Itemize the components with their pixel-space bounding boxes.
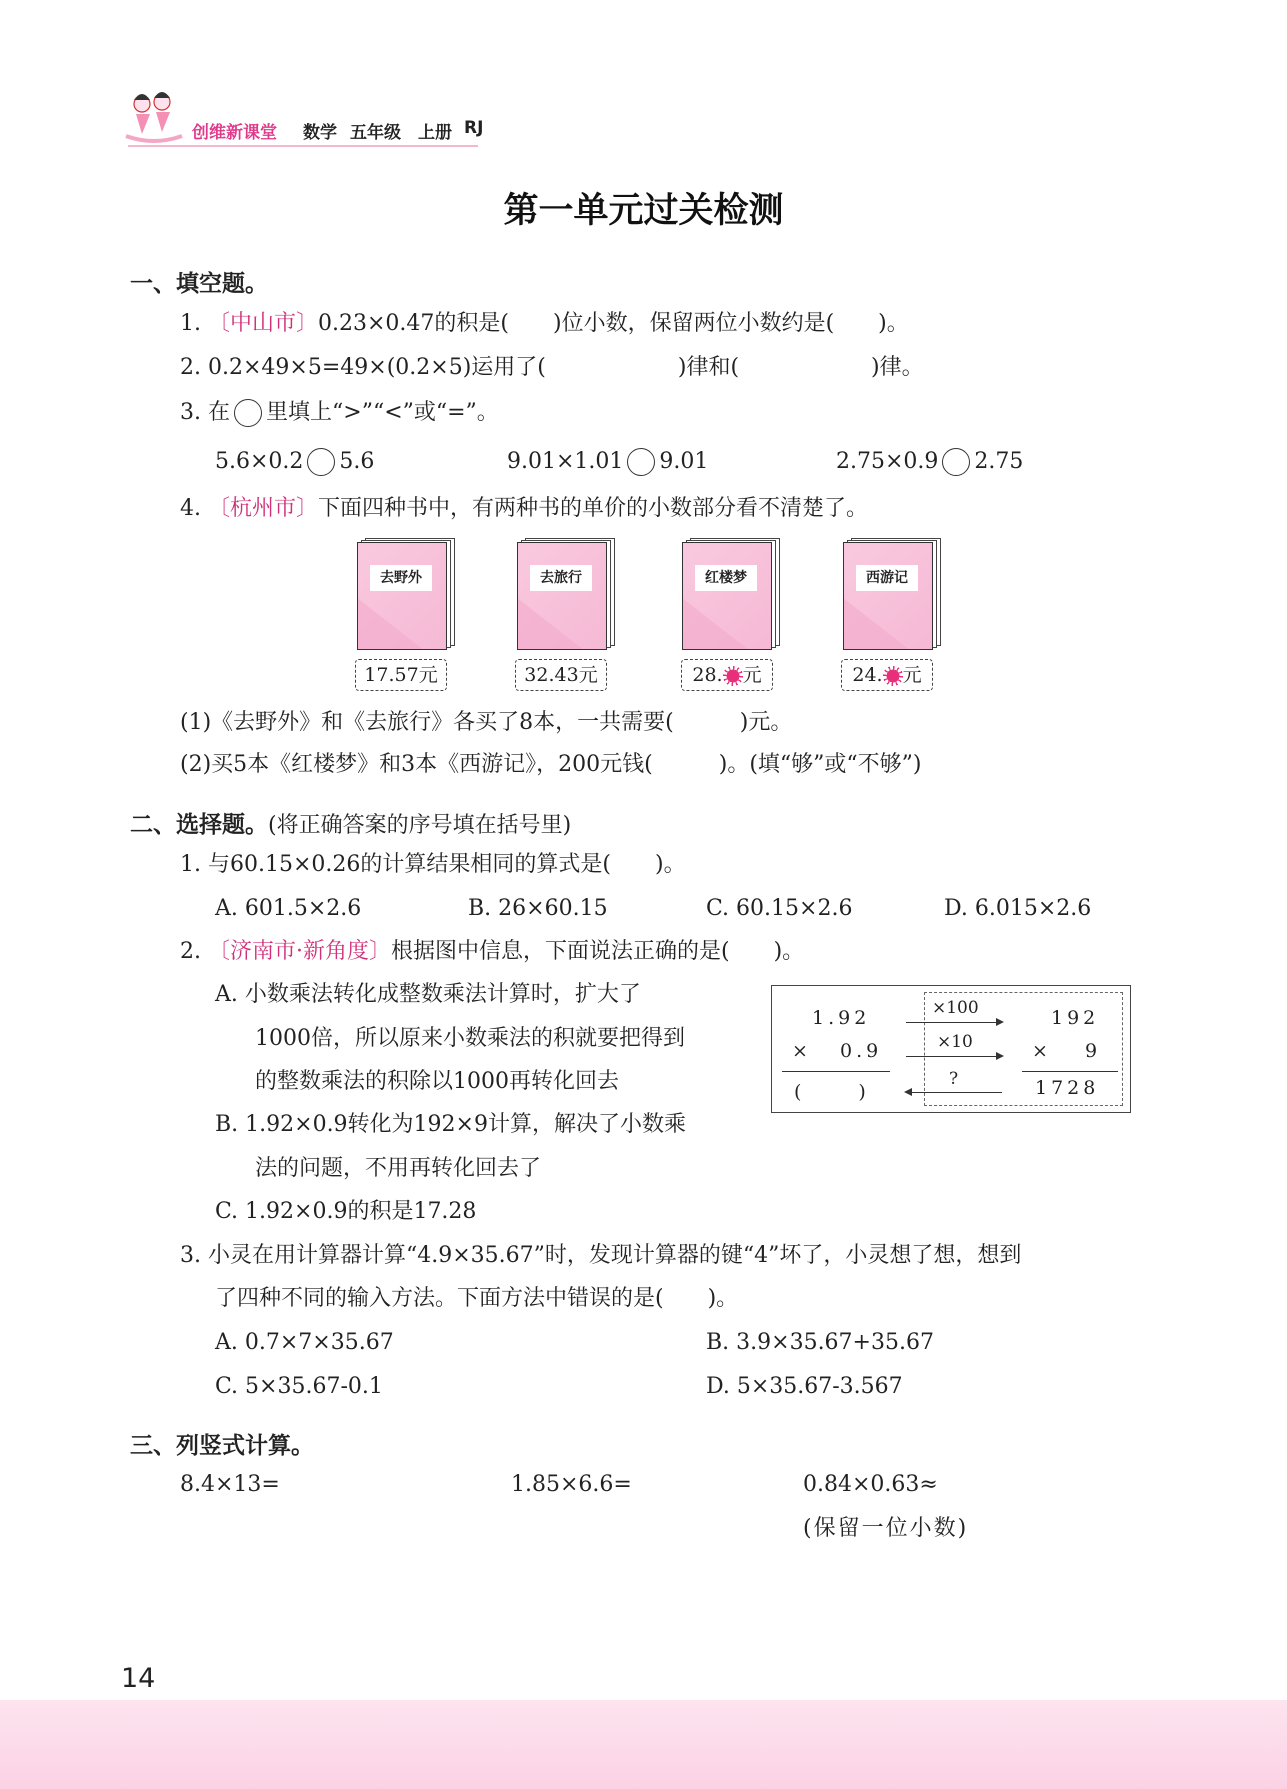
section2-heading-row — [130, 806, 571, 841]
price-tag: 24. 元 — [841, 659, 933, 691]
compare-circle-icon[interactable] — [942, 448, 970, 476]
diagram-right-rule — [1022, 1071, 1118, 1072]
ink-blot-icon — [723, 666, 743, 686]
s1-q3-item3: 2.75×0.9 2.75 — [836, 449, 1024, 474]
s2-q1-option-a: A. 601.5×2.6 — [215, 896, 362, 921]
s1-q4-sub1: (1)《去野外》和《去旅行》各买了8本，一共需要( )元。 — [180, 710, 793, 735]
s2-q1-option-c: C. 60.15×2.6 — [706, 896, 853, 921]
s1-q2: 2. 0.2×49×5=49×(0.2×5)运用了( )律和( )律。 — [180, 355, 924, 380]
s2-q1: 1. 与60.15×0.26的计算结果相同的算式是( )。 — [180, 852, 686, 877]
s1-q3-item1: 5.6×0.2 5.6 — [215, 449, 375, 474]
header-brand: 创维新课堂 — [192, 123, 277, 143]
header-underline — [128, 145, 478, 147]
s2-q3-option-d: D. 5×35.67-3.567 — [706, 1374, 903, 1399]
left-arrow-icon — [906, 1092, 1002, 1093]
book-1 — [357, 538, 447, 646]
s3-note: (保留一位小数) — [803, 1516, 969, 1541]
book-2 — [517, 538, 607, 646]
conversion-diagram — [771, 985, 1131, 1113]
s1-q4-sub2: (2)买5本《红楼梦》和3本《西游记》，200元钱( )。(填“够”或“不够”) — [180, 752, 922, 777]
compare-circle-icon — [234, 399, 262, 427]
s2-q2-option-b-line2: 法的问题，不用再转化回去了 — [255, 1156, 542, 1181]
diagram-arrow3-label: ? — [949, 1069, 959, 1089]
section1-heading: 一、填空题。 — [130, 271, 268, 297]
compare-circle-icon[interactable] — [627, 448, 655, 476]
section2-heading: 二、选择题。 — [130, 812, 268, 838]
s3-item3: 0.84×0.63≈ — [803, 1472, 938, 1497]
header-subject: 数学 — [303, 123, 337, 143]
s2-q3-option-c: C. 5×35.67-0.1 — [215, 1374, 383, 1399]
region-tag: 〔杭州市〕 — [208, 496, 319, 521]
s2-q2-option-a-line2: 1000倍，所以原来小数乘法的积就要把得到 — [255, 1026, 685, 1051]
book-title: 去野外 — [370, 565, 432, 591]
price-tag: 17.57元 — [355, 659, 447, 691]
header-logo — [122, 86, 184, 148]
s2-q2-option-a-line3: 的整数乘法的积除以1000再转化回去 — [255, 1069, 619, 1094]
diagram-right-mul: × — [1032, 1040, 1048, 1062]
compare-circle-icon[interactable] — [307, 448, 335, 476]
diagram-arrow1-label: ×100 — [932, 998, 979, 1018]
price-tag: 28. 元 — [681, 659, 773, 691]
footer-band — [0, 1700, 1287, 1789]
s2-q2-option-b-line1: B. 1.92×0.9转化为192×9计算，解决了小数乘 — [215, 1112, 686, 1137]
region-tag: 〔济南市·新角度〕 — [208, 939, 391, 964]
s2-q2-option-c: C. 1.92×0.9的积是17.28 — [215, 1199, 477, 1224]
page-number: 14 — [121, 1663, 156, 1694]
s1-q4: 4. 〔杭州市〕下面四种书中，有两种书的单价的小数部分看不清楚了。 — [180, 496, 869, 521]
s2-q3-line1: 3. 小灵在用计算器计算“4.9×35.67”时，发现计算器的键“4”坏了，小灵想了想，想到 — [180, 1243, 1022, 1268]
diagram-right-top: 192 — [1051, 1007, 1100, 1029]
s1-q3: 3. 在 里填上“>”“<”或“=”。 — [180, 400, 499, 425]
diagram-left-mul: × — [792, 1040, 808, 1062]
s3-item1: 8.4×13= — [180, 1472, 280, 1497]
right-arrow-icon — [906, 1022, 1002, 1023]
diagram-left-result: ( ) — [794, 1081, 866, 1103]
s3-item2: 1.85×6.6= — [511, 1472, 632, 1497]
diagram-left-top: 1.92 — [812, 1007, 871, 1029]
s2-q2: 2. 〔济南市·新角度〕根据图中信息，下面说法正确的是( )。 — [180, 939, 805, 964]
section3-heading: 三、列竖式计算。 — [130, 1433, 314, 1459]
header-volume: 上册 — [418, 123, 452, 143]
book-3 — [682, 538, 772, 646]
diagram-right-bottom: 9 — [1085, 1040, 1098, 1062]
header-edition: RJ — [464, 118, 484, 138]
diagram-left-bottom: 0.9 — [840, 1040, 883, 1062]
s2-q3-option-a: A. 0.7×7×35.67 — [215, 1330, 394, 1355]
s2-q3-option-b: B. 3.9×35.67+35.67 — [706, 1330, 934, 1355]
book-title: 去旅行 — [530, 565, 592, 591]
s2-q3-line2: 了四种不同的输入方法。下面方法中错误的是( )。 — [215, 1286, 739, 1311]
book-title: 西游记 — [856, 565, 918, 591]
s1-q3-item2: 9.01×1.01 9.01 — [507, 449, 709, 474]
section2-note: (将正确答案的序号填在括号里) — [268, 813, 572, 838]
region-tag: 〔中山市〕 — [208, 311, 319, 336]
kids-logo-icon — [122, 86, 184, 148]
diagram-arrow2-label: ×10 — [937, 1032, 973, 1052]
right-arrow-icon — [906, 1056, 1002, 1057]
diagram-left-rule — [782, 1071, 890, 1072]
header-grade: 五年级 — [350, 123, 401, 143]
s2-q1-option-b: B. 26×60.15 — [468, 896, 608, 921]
book-title: 红楼梦 — [695, 565, 757, 591]
s2-q2-option-a-line1: A. 小数乘法转化成整数乘法计算时，扩大了 — [215, 982, 641, 1007]
ink-blot-icon — [883, 666, 903, 686]
page-title: 第一单元过关检测 — [503, 191, 784, 231]
diagram-right-result: 1728 — [1035, 1077, 1100, 1099]
price-tag: 32.43元 — [515, 659, 607, 691]
book-4 — [843, 538, 933, 646]
s1-q1: 1. 〔中山市〕0.23×0.47的积是( )位小数，保留两位小数约是( )。 — [180, 311, 909, 336]
s2-q1-option-d: D. 6.015×2.6 — [944, 896, 1092, 921]
